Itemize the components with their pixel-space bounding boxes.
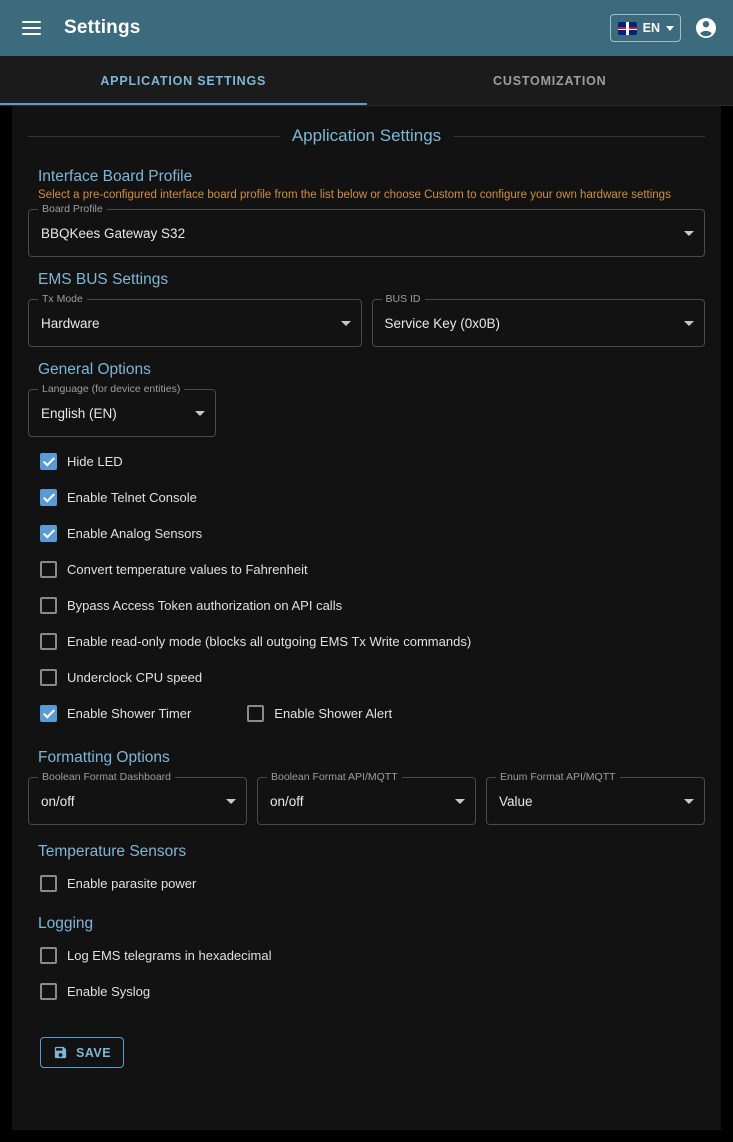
board-profile-label: Board Profile bbox=[38, 203, 107, 215]
heading-logging: Logging bbox=[38, 915, 94, 932]
board-profile-value: BBQKees Gateway S32 bbox=[41, 225, 186, 241]
checkbox-log-ems-telegrams-hex[interactable] bbox=[28, 937, 705, 973]
language-label: Language (for device entities) bbox=[38, 383, 184, 395]
save-button-label: SAVE bbox=[76, 1045, 112, 1060]
heading-formatting-options: Formatting Options bbox=[38, 749, 170, 766]
ems-bus-row bbox=[28, 293, 705, 347]
bus-id-value: Service Key (0x0B) bbox=[384, 315, 501, 331]
enum-format-api-mqtt-value: Value bbox=[499, 793, 533, 809]
boolean-format-api-mqtt-select[interactable] bbox=[257, 771, 476, 825]
enum-format-api-mqtt-label: Enum Format API/MQTT bbox=[496, 771, 620, 783]
app-bar bbox=[0, 0, 733, 56]
chevron-down-icon bbox=[341, 321, 351, 326]
checkbox-label: Enable Syslog bbox=[67, 983, 151, 999]
checkbox-enable-analog-sensors[interactable] bbox=[28, 515, 705, 551]
divider-right bbox=[453, 136, 705, 137]
heading-ems-bus-settings: EMS BUS Settings bbox=[38, 271, 169, 288]
boolean-format-dashboard-label: Boolean Format Dashboard bbox=[38, 771, 175, 783]
heading-interface-board-profile: Interface Board Profile bbox=[38, 168, 193, 185]
tab-customization[interactable]: CUSTOMIZATION bbox=[493, 73, 607, 88]
checkbox-enable-parasite-power[interactable] bbox=[28, 865, 705, 901]
checkbox-icon[interactable] bbox=[40, 875, 57, 892]
floppy-disk-icon bbox=[53, 1045, 68, 1060]
checkbox-icon[interactable] bbox=[40, 561, 57, 578]
chevron-down-icon bbox=[684, 231, 694, 236]
checkbox-icon[interactable] bbox=[40, 525, 57, 542]
checkbox-enable-shower-timer[interactable] bbox=[40, 705, 191, 722]
checkbox-underclock-cpu-speed[interactable] bbox=[28, 659, 705, 695]
checkbox-icon[interactable] bbox=[40, 633, 57, 650]
uk-flag-icon bbox=[618, 22, 637, 35]
language-code: EN bbox=[642, 21, 660, 35]
checkbox-label: Log EMS telegrams in hexadecimal bbox=[67, 947, 272, 963]
bus-id-label: BUS ID bbox=[382, 293, 425, 305]
group-logging bbox=[28, 915, 705, 1009]
checkbox-label: Enable parasite power bbox=[67, 875, 197, 891]
group-ems-bus-settings bbox=[28, 271, 705, 347]
checkbox-icon[interactable] bbox=[40, 489, 57, 506]
checkbox-label: Enable Shower Timer bbox=[67, 705, 192, 721]
shower-options-row bbox=[28, 695, 705, 731]
checkbox-label: Bypass Access Token authorization on API calls bbox=[67, 597, 343, 613]
group-interface-board-profile bbox=[28, 168, 705, 257]
checkbox-icon[interactable] bbox=[40, 597, 57, 614]
checkbox-enable-telnet-console[interactable] bbox=[28, 479, 705, 515]
formatting-row bbox=[28, 771, 705, 825]
group-temperature-sensors bbox=[28, 843, 705, 901]
checkbox-icon[interactable] bbox=[40, 947, 57, 964]
checkbox-enable-syslog[interactable] bbox=[28, 973, 705, 1009]
chevron-down-icon bbox=[666, 26, 674, 31]
section-header-application-settings bbox=[28, 126, 705, 146]
checkbox-label: Hide LED bbox=[67, 453, 123, 469]
save-button[interactable] bbox=[40, 1037, 124, 1068]
group-formatting-options bbox=[28, 749, 705, 825]
tx-mode-value: Hardware bbox=[41, 315, 100, 331]
page-title: Settings bbox=[64, 17, 141, 38]
tx-mode-label: Tx Mode bbox=[38, 293, 87, 305]
tx-mode-select[interactable] bbox=[28, 293, 362, 347]
content-title: Application Settings bbox=[291, 126, 442, 145]
checkbox-label: Convert temperature values to Fahrenheit bbox=[67, 561, 308, 577]
hint-interface-board-profile: Select a pre-configured interface board profile from the list below or choose Custom to configure your own hardware settings bbox=[38, 189, 671, 201]
heading-general-options: General Options bbox=[38, 361, 151, 378]
boolean-format-dashboard-value: on/off bbox=[41, 793, 75, 809]
group-general-options bbox=[28, 361, 705, 731]
heading-temperature-sensors: Temperature Sensors bbox=[38, 843, 187, 860]
checkbox-label: Enable Shower Alert bbox=[274, 705, 393, 721]
checkbox-icon[interactable] bbox=[40, 983, 57, 1000]
checkbox-label: Enable Telnet Console bbox=[67, 489, 197, 505]
chevron-down-icon bbox=[195, 411, 205, 416]
checkbox-enable-shower-alert[interactable] bbox=[247, 705, 392, 722]
chevron-down-icon bbox=[226, 799, 236, 804]
language-value: English (EN) bbox=[41, 405, 117, 421]
boolean-format-api-mqtt-label: Boolean Format API/MQTT bbox=[267, 771, 402, 783]
tab-bar bbox=[0, 56, 733, 106]
bus-id-select[interactable] bbox=[372, 293, 706, 347]
language-select[interactable] bbox=[28, 383, 216, 437]
checkbox-bypass-access-token[interactable] bbox=[28, 587, 705, 623]
checkbox-icon[interactable] bbox=[40, 453, 57, 470]
checkbox-hide-led[interactable] bbox=[28, 443, 705, 479]
settings-content bbox=[0, 106, 733, 1142]
checkbox-label: Underclock CPU speed bbox=[67, 669, 203, 685]
checkbox-enable-read-only-mode[interactable] bbox=[28, 623, 705, 659]
checkbox-icon[interactable] bbox=[40, 705, 57, 722]
checkbox-icon[interactable] bbox=[40, 669, 57, 686]
hamburger-menu-icon[interactable] bbox=[12, 9, 50, 47]
board-profile-select[interactable] bbox=[28, 203, 705, 257]
checkbox-icon[interactable] bbox=[247, 705, 264, 722]
checkbox-convert-temperature-fahrenheit[interactable] bbox=[28, 551, 705, 587]
tab-application-settings[interactable]: APPLICATION SETTINGS bbox=[0, 56, 367, 105]
chevron-down-icon bbox=[684, 799, 694, 804]
language-selector[interactable] bbox=[610, 14, 681, 42]
account-circle-icon[interactable] bbox=[691, 13, 721, 43]
divider-left bbox=[28, 136, 280, 137]
chevron-down-icon bbox=[684, 321, 694, 326]
checkbox-label: Enable read-only mode (blocks all outgoing EMS Tx Write commands) bbox=[67, 633, 472, 649]
boolean-format-dashboard-select[interactable] bbox=[28, 771, 247, 825]
boolean-format-api-mqtt-value: on/off bbox=[270, 793, 304, 809]
enum-format-api-mqtt-select[interactable] bbox=[486, 771, 705, 825]
checkbox-label: Enable Analog Sensors bbox=[67, 525, 203, 541]
chevron-down-icon bbox=[455, 799, 465, 804]
